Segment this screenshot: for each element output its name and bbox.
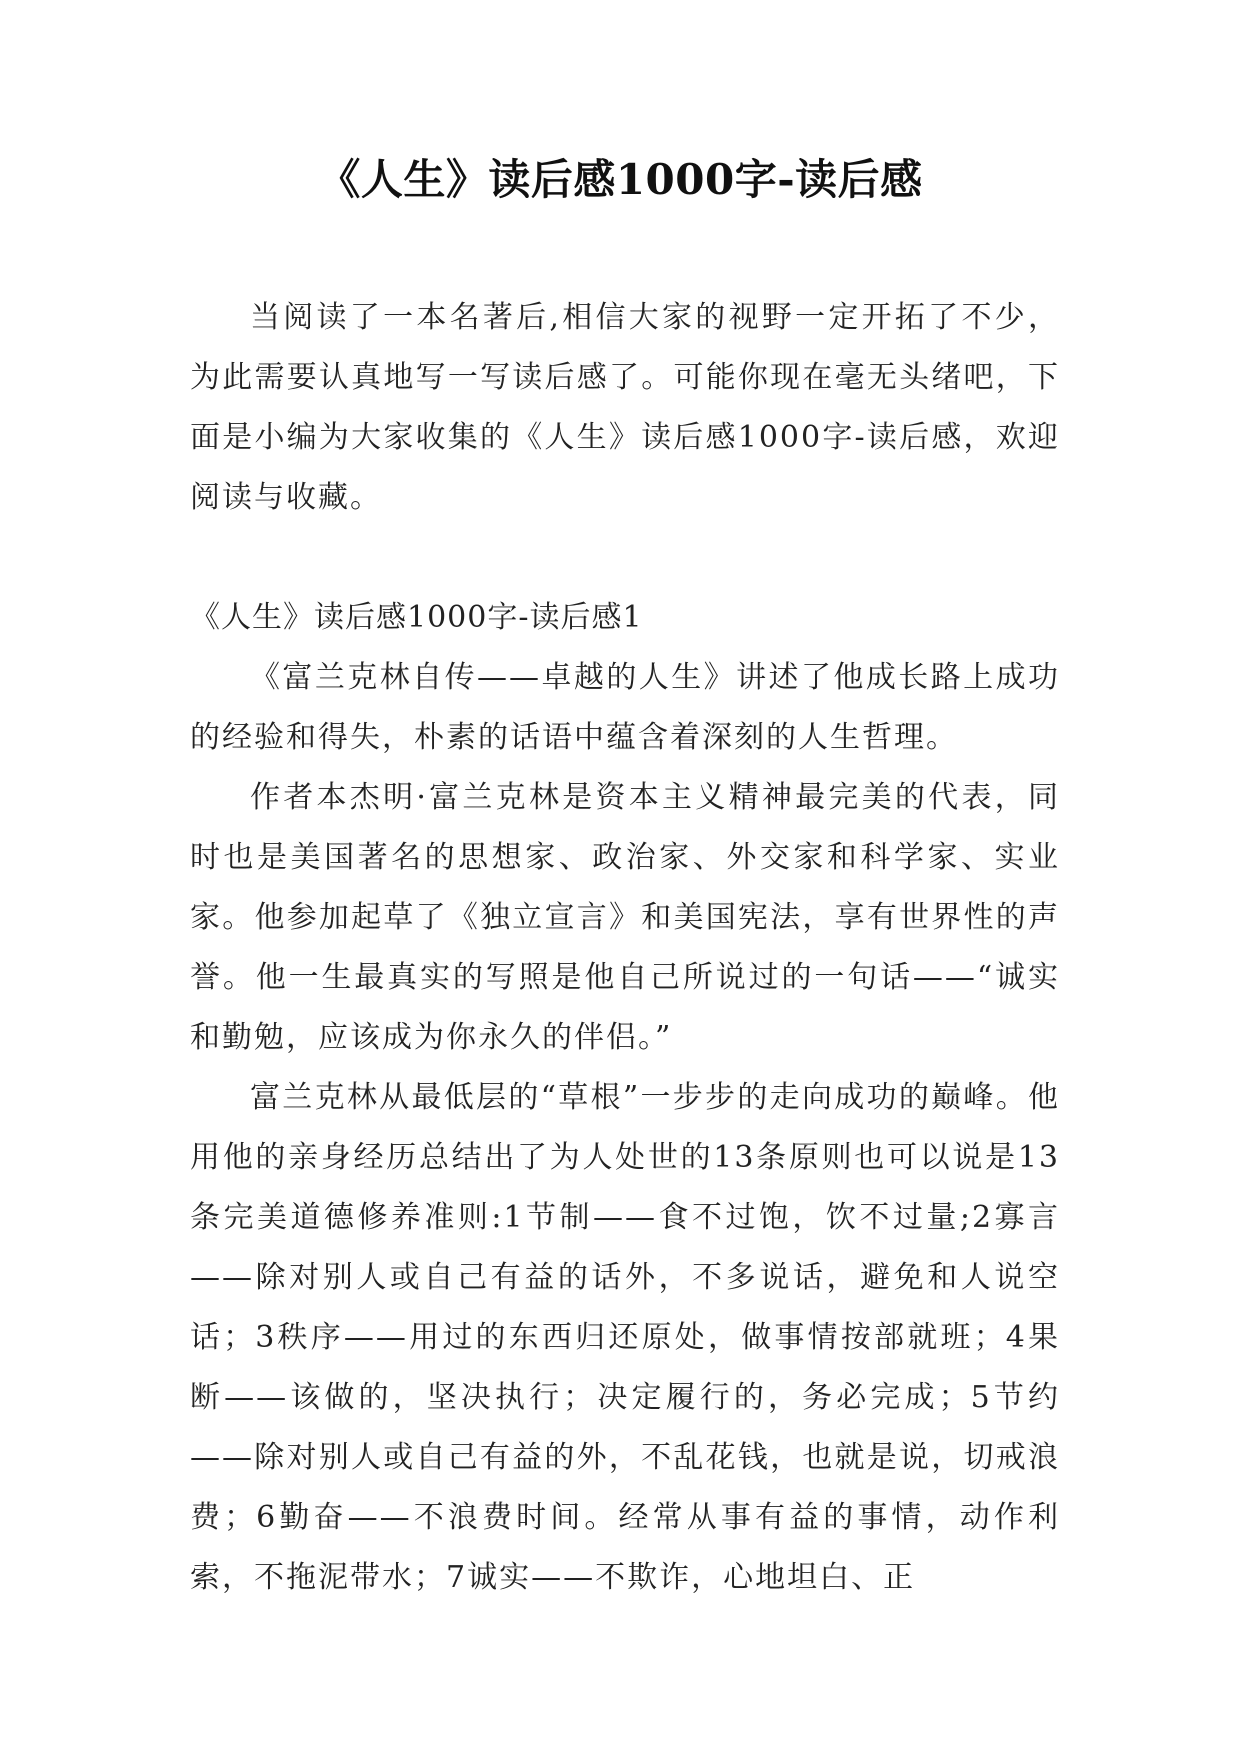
body-paragraph: 《富兰克林自传——卓越的人生》讲述了他成长路上成功的经验和得失，朴素的话语中蕴含着深刻的人生哲理。 bbox=[190, 660, 1060, 755]
section-heading: 《人生》读后感1000字-读后感1 bbox=[190, 600, 643, 635]
intro-paragraph: 当阅读了一本名著后,相信大家的视野一定开拓了不少，为此需要认真地写一写读后感了。可能你现在毫无头绪吧，下面是小编为大家收集的《人生》读后感1000字-读后感，欢迎阅读与收藏。 bbox=[190, 300, 1060, 515]
document-body bbox=[190, 288, 1060, 1608]
body-paragraph: 作者本杰明·富兰克林是资本主义精神最完美的代表，同时也是美国著名的思想家、政治家、外交家和科学家、实业家。他参加起草了《独立宣言》和美国宪法，享有世界性的声誉。他一生最真实的写照是他自己所说过的一句话——“诚实和勤勉，应该成为你永久的伴侣。” bbox=[190, 780, 1060, 1055]
document-title: 《人生》读后感1000字-读后感 bbox=[318, 155, 923, 204]
body-paragraph: 富兰克林从最低层的“草根”一步步的走向成功的巅峰。他用他的亲身经历总结出了为人处世的13条原则也可以说是13条完美道德修养准则:1节制——食不过饱，饮不过量;2寡言——除对别人或自己有益的话外，不多说话，避免和人说空话；3秩序——用过的东西归还原处，做事情按部就班；4果断——该做的，坚决执行；决定履行的，务必完成；5节约——除对别人或自己有益的外，不乱花钱，也就是说，切戒浪费；6勤奋——不浪费时间。经常从事有益的事情，动作利索，不拖泥带水；7诚实——不欺诈，心地坦白、正 bbox=[190, 1080, 1060, 1595]
